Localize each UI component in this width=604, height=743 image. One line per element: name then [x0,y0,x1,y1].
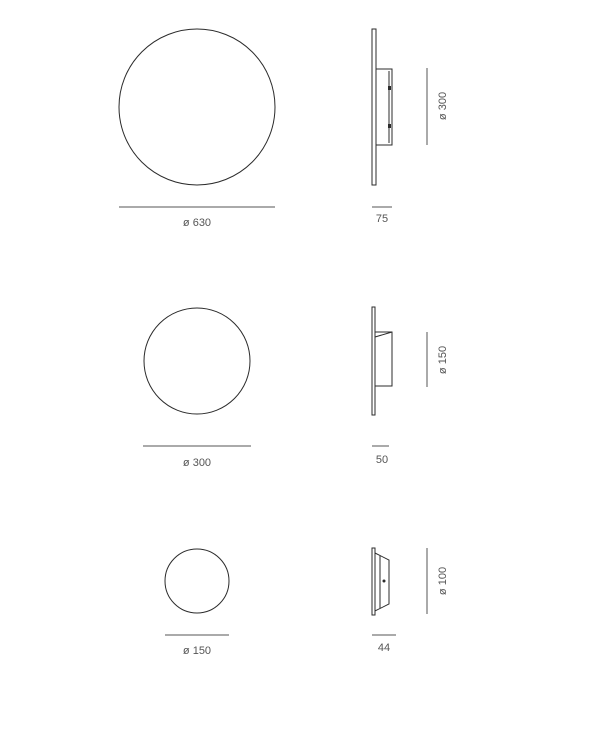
diameter-label: ø 300 [182,457,212,469]
side-view [372,29,392,185]
side-plate [372,29,376,185]
depth-label: 50 [375,454,389,466]
side-base [376,69,392,145]
mount-screw [388,86,391,90]
side-view [372,307,392,415]
mount-screw [388,124,391,128]
depth-label: 44 [377,642,391,654]
side-base-chamfer [375,332,392,337]
model-large [119,29,449,229]
front-view-disc [165,549,229,613]
height-label: ø 150 [437,345,449,375]
side-base [375,332,392,386]
front-view-disc [119,29,275,185]
mount-screw [383,580,386,583]
side-view [372,548,389,615]
height-label: ø 300 [437,91,449,121]
model-medium [143,307,449,469]
front-view-disc [144,308,250,414]
height-label: ø 100 [437,566,449,596]
diameter-label: ø 150 [182,645,212,657]
diameter-label: ø 630 [182,217,212,229]
depth-label: 75 [375,213,389,225]
side-base [375,553,389,611]
model-small [165,548,449,657]
